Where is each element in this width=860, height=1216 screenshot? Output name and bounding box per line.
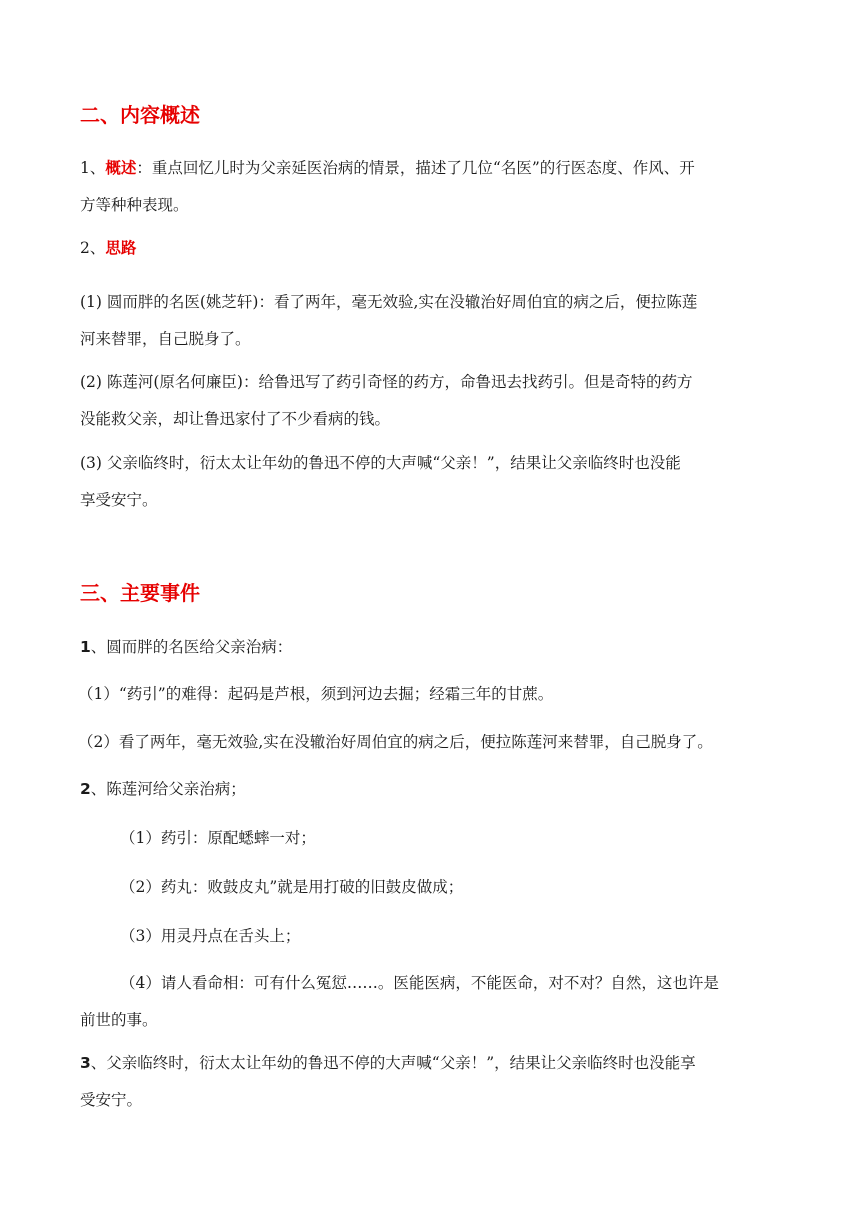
section-heading-content-summary: 二、内容概述: [80, 103, 200, 127]
event-3: 3、父亲临终时，衍太太让年幼的鲁迅不停的大声喊“父亲！”，结果让父亲临终时也没能享 受安宁。: [80, 1054, 696, 1109]
event-number: 2: [80, 780, 91, 798]
event-2-title: 2、陈莲河给父亲治病；: [80, 780, 246, 798]
approach-point-3: (3) 父亲临终时，衍太太让年幼的鲁迅不停的大声喊“父亲！”，结果让父亲临终时也没能 享受安宁。: [80, 454, 681, 509]
event-number: 1: [80, 638, 91, 656]
approach-point-2: (2) 陈莲河(原名何廉臣)：给鲁迅写了药引奇怪的药方，命鲁迅去找药引。但是奇特的药方 没能救父亲，却让鲁迅家付了不少看病的钱。: [80, 373, 693, 428]
summary-label: 概述: [105, 159, 137, 177]
approach-point-1: (1) 圆而胖的名医(姚芝轩)：看了两年，毫无效验,实在没辙治好周伯宜的病之后，便拉陈莲 河来替罪，自己脱身了。: [80, 293, 698, 348]
summary-paragraph: [80, 150, 782, 224]
summary-text-line2: 方等种种表现。: [80, 196, 189, 214]
approach-label: 思路: [105, 239, 137, 257]
item-number: 1、: [80, 159, 106, 177]
summary-text-line1: ：重点回忆儿时为父亲延医治病的情景，描述了几位“名医”的行医态度、作风、开: [136, 159, 695, 177]
event-1-sub-1: （1）“药引”的难得：起码是芦根，须到河边去掘；经霜三年的甘蔗。: [78, 685, 554, 703]
section-heading-main-events: 三、主要事件: [80, 581, 200, 605]
event-2-sub-4: （4）请人看命相：可有什么冤愆……。医能医病，不能医命，对不对？自然，这也许是 前世的事。: [80, 974, 719, 1029]
event-1-sub-2: （2）看了两年，毫无效验,实在没辙治好周伯宜的病之后，便拉陈莲河来替罪，自己脱身了。: [78, 733, 713, 751]
event-number: 3: [80, 1054, 91, 1072]
event-2-sub-3: （3）用灵丹点在舌头上；: [120, 927, 301, 945]
event-2-sub-2: （2）药丸：败鼓皮丸”就是用打破的旧鼓皮做成；: [120, 878, 464, 896]
approach-item: [80, 230, 782, 267]
event-1-title: 1、圆而胖的名医给父亲治病：: [80, 638, 293, 656]
event-2-sub-1: （1）药引：原配蟋蟀一对；: [120, 829, 316, 847]
item-number: 2、: [80, 239, 106, 257]
